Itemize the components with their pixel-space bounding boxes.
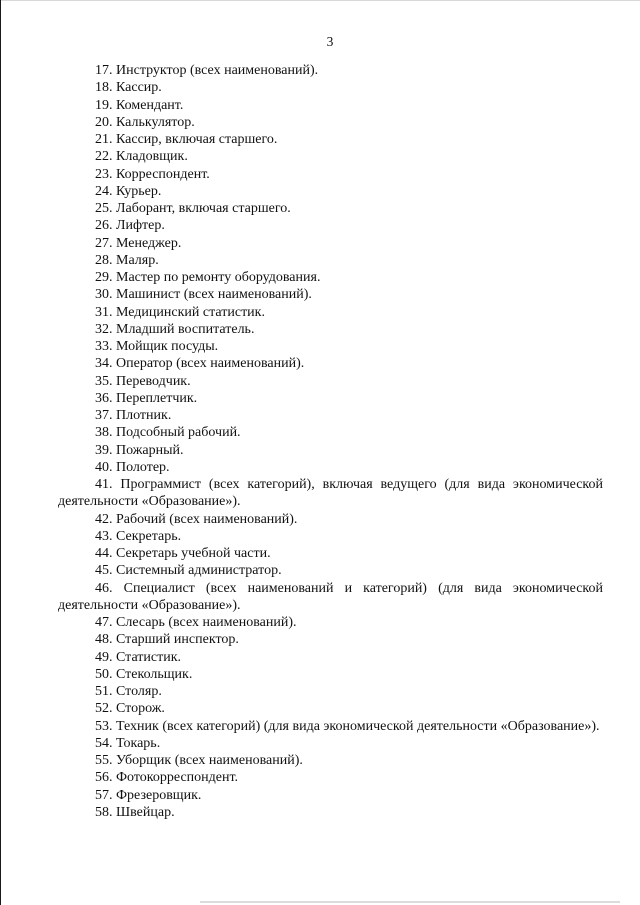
item-text: Подсобный рабочий. [116,425,241,441]
scan-edge-top [0,0,640,1]
item-text: Младший воспитатель. [116,321,255,337]
item-text: Секретарь учебной части. [116,546,271,561]
item-number: 57. [95,787,113,803]
item-text: Машинист (всех наименований). [116,287,312,303]
list-item [58,562,603,579]
item-number: 51. [95,684,113,699]
item-text: Швейцар. [116,804,175,820]
list-item [58,459,603,476]
list-item [58,545,603,562]
list-item [58,511,603,528]
item-number: 44. [95,546,113,561]
item-number: 17. [95,63,113,78]
list-item [58,217,603,234]
page-number: 3 [326,34,334,49]
item-number: 58. [95,804,113,820]
item-text: Медицинский статистик. [116,304,265,320]
list-item [58,79,603,96]
item-text: Оператор (всех наименований). [116,356,305,372]
item-text: Уборщик (всех наименований). [116,753,303,768]
item-number: 50. [95,666,113,682]
item-number: 42. [95,511,113,527]
item-text: Статистик. [116,649,182,665]
item-number: 55. [95,753,113,768]
item-number: 45. [95,563,113,579]
list-item [58,804,603,821]
item-text: Столяр. [116,684,162,699]
document-body [58,62,603,821]
item-text: Кассир, включая старшего. [116,132,278,147]
item-number: 30. [95,287,113,303]
item-number: 34. [95,356,113,372]
list-item [58,97,603,114]
list-item [58,649,603,666]
item-text: Комендант. [116,97,184,113]
item-text: Старший инспектор. [116,632,239,648]
item-number: 20. [95,114,113,130]
list-item [58,338,603,355]
item-number: 32. [95,321,113,337]
scan-edge-bottom [200,901,620,903]
item-number: 54. [95,735,113,751]
list-item [58,252,603,269]
item-text: Системный администратор. [116,563,282,579]
item-number: 46. [95,580,113,596]
item-number: 39. [95,442,113,458]
scan-edge-left [0,0,1,905]
item-number: 47. [95,615,113,630]
list-item [58,355,603,372]
list-item [58,580,603,615]
item-text: Маляр. [116,252,159,268]
item-text: Фотокорреспондент. [116,770,239,786]
list-item [58,114,603,131]
list-item [58,752,603,769]
list-item [58,166,603,183]
item-text: Рабочий (всех наименований). [116,511,298,527]
list-item [58,769,603,786]
list-item [58,183,603,200]
item-number: 36. [95,390,113,406]
item-number: 28. [95,252,113,268]
item-number: 24. [95,183,113,199]
list-item [58,631,603,648]
item-text: Переводчик. [116,373,191,389]
item-number: 23. [95,166,113,182]
item-text: Курьер. [116,183,162,199]
item-text: Стекольщик. [116,666,193,682]
item-number: 31. [95,304,113,320]
item-text: Калькулятор. [116,114,195,130]
item-text: Полотер. [116,459,170,475]
item-text: Инструктор (всех наименований). [116,63,319,78]
item-number: 22. [95,149,113,165]
item-number: 26. [95,218,113,234]
item-text: Корреспондент. [116,166,210,182]
list-item [58,476,603,511]
item-number: 41. [95,477,113,492]
list-item [58,683,603,700]
item-text: Плотник. [116,408,172,423]
item-number: 35. [95,373,113,389]
list-item [58,235,603,252]
item-number: 38. [95,425,113,441]
item-text: Кладовщик. [116,149,188,165]
item-text: Слесарь (всех наименований). [116,615,297,630]
item-number: 21. [95,132,113,147]
list-item [58,131,603,148]
item-number: 49. [95,649,113,665]
item-text: Лаборант, включая старшего. [116,201,291,216]
item-text: Менеджер. [116,235,182,251]
item-text: Специалист (всех наименований и категорий) (для вида экономической деятельности «Образование»). [58,580,603,613]
list-item [58,148,603,165]
item-number: 40. [95,459,113,475]
item-text: Лифтер. [116,218,165,234]
item-text: Техник (всех категорий) (для вида экономической деятельности «Образование»). [116,718,600,734]
item-text: Пожарный. [116,442,184,458]
item-number: 18. [95,80,113,96]
list-item [58,200,603,217]
list-item [58,286,603,303]
item-text: Мойщик посуды. [116,339,219,354]
list-item [58,528,603,545]
item-number: 48. [95,632,113,648]
list-item [58,321,603,338]
item-number: 29. [95,270,113,285]
list-item [58,62,603,79]
item-text: Программист (всех категорий), включая ведущего (для вида экономической деятельности «Образование»). [58,477,604,510]
list-item [58,442,603,459]
list-item [58,269,603,286]
list-item [58,666,603,683]
item-text: Фрезеровщик. [116,787,202,803]
list-item [58,424,603,441]
list-item [58,614,603,631]
item-text: Токарь. [116,735,161,751]
list-item [58,787,603,804]
list-item [58,373,603,390]
item-number: 25. [95,201,113,216]
list-item [58,390,603,407]
list-item [58,304,603,321]
item-text: Мастер по ремонту оборудования. [116,270,321,285]
list-item [58,407,603,424]
list-item [58,718,603,735]
item-text: Секретарь. [116,528,182,544]
item-number: 19. [95,97,113,113]
item-text: Сторож. [116,701,165,717]
item-number: 27. [95,235,113,251]
item-number: 37. [95,408,113,423]
list-item [58,735,603,752]
item-number: 56. [95,770,113,786]
item-number: 53. [95,718,113,734]
item-text: Кассир. [116,80,162,96]
item-text: Переплетчик. [116,390,198,406]
item-number: 43. [95,528,113,544]
item-number: 33. [95,339,113,354]
list-item [58,700,603,717]
item-number: 52. [95,701,113,717]
